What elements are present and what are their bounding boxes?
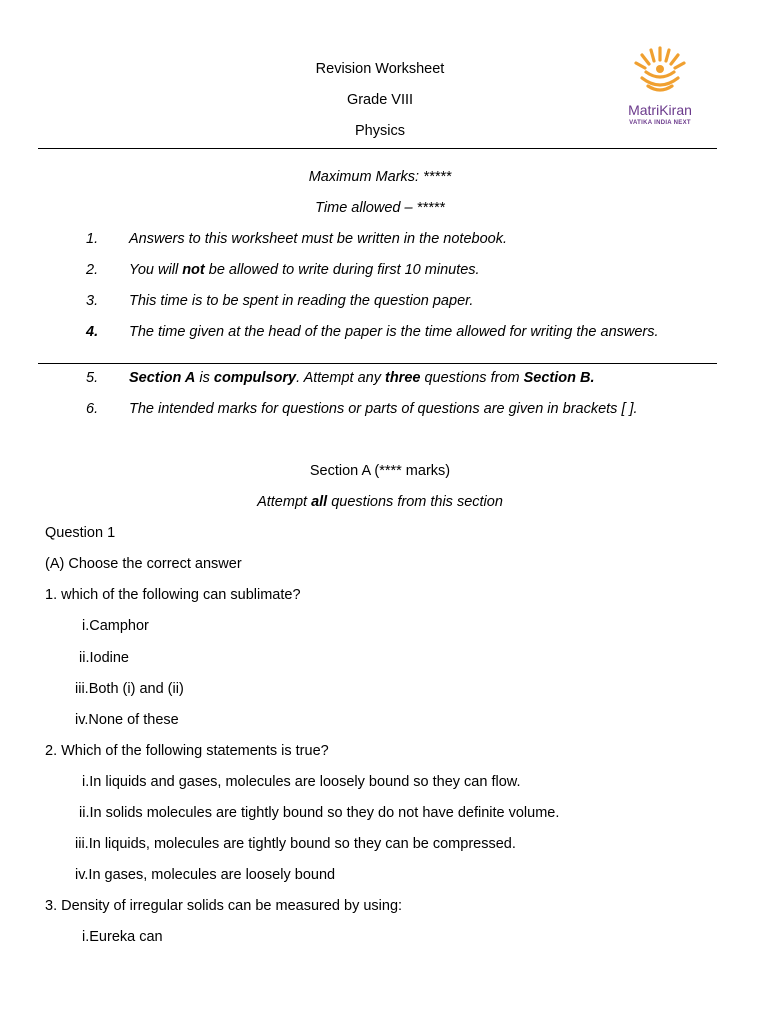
question-item: 3. Density of irregular solids can be measured by using: xyxy=(45,898,403,914)
instruction-text: The intended marks for questions or parts of questions are given in brackets [ ]. xyxy=(129,401,638,417)
maximum-marks: Maximum Marks: ***** xyxy=(308,169,452,185)
answer-option: ii.In solids molecules are tightly bound so they do not have definite volume. xyxy=(79,805,560,821)
instruction-number: 2. xyxy=(86,262,99,278)
instruction-number: 1. xyxy=(86,231,99,247)
section-title: Section A (**** marks) xyxy=(309,463,451,479)
answer-option: i.In liquids and gases, molecules are loosely bound so they can flow. xyxy=(82,774,521,790)
logo-name: MatriKiran xyxy=(628,102,692,118)
time-allowed: Time allowed – ***** xyxy=(315,200,445,216)
instruction-number: 3. xyxy=(86,293,99,309)
question-title: Question 1 xyxy=(45,525,116,541)
header-divider xyxy=(38,148,717,149)
answer-option: i.Camphor xyxy=(82,618,149,634)
instructions-divider xyxy=(38,363,717,364)
instruction-text: You will not be allowed to write during first 10 minutes. xyxy=(129,262,480,278)
instruction-number: 5. xyxy=(86,370,99,386)
instruction-text: Answers to this worksheet must be written in the notebook. xyxy=(129,231,507,247)
instruction-text: This time is to be spent in reading the question paper. xyxy=(129,293,474,309)
subject-label: Physics xyxy=(355,123,405,139)
answer-option: ii.Iodine xyxy=(79,650,129,666)
answer-option: iii.Both (i) and (ii) xyxy=(75,681,184,697)
answer-option: iv.In gases, molecules are loosely bound xyxy=(75,867,336,883)
instruction-text: The time given at the head of the paper is the time allowed for writing the answers. xyxy=(129,324,659,340)
grade-label: Grade VIII xyxy=(346,92,414,108)
question-item: 2. Which of the following statements is true? xyxy=(45,743,329,759)
sun-icon xyxy=(612,44,708,98)
question-item: 1. which of the following can sublimate? xyxy=(45,587,301,603)
worksheet-title: Revision Worksheet xyxy=(315,61,445,77)
instruction-text: Section A is compulsory. Attempt any three questions from Section B. xyxy=(129,370,595,386)
matrikiran-logo xyxy=(612,44,708,134)
logo-tagline: VATIKA INDIA NEXT xyxy=(629,120,691,126)
answer-option: iv.None of these xyxy=(75,712,179,728)
section-subtitle: Attempt all questions from this section xyxy=(257,494,503,510)
answer-option: i.Eureka can xyxy=(82,929,163,945)
question-part: (A) Choose the correct answer xyxy=(45,556,242,572)
instruction-number: 4. xyxy=(86,324,99,340)
answer-option: iii.In liquids, molecules are tightly bound so they can be compressed. xyxy=(75,836,516,852)
instruction-number: 6. xyxy=(86,401,99,417)
